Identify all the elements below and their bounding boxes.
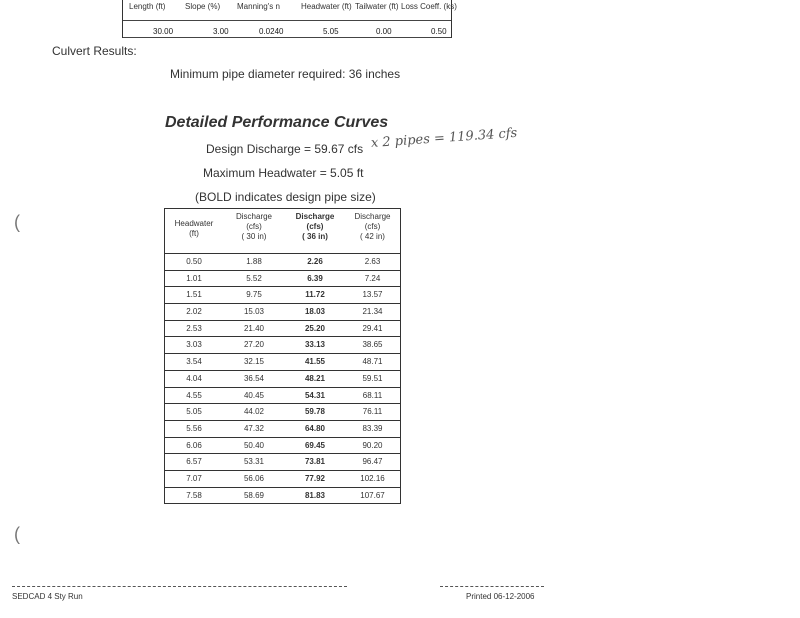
footer-software: SEDCAD 4 Sty Run <box>12 592 83 601</box>
max-headwater: Maximum Headwater = 5.05 ft <box>203 166 364 180</box>
cell-discharge-30in: 56.06 <box>243 473 265 483</box>
value-headwater: 5.05 <box>323 27 339 36</box>
cell-discharge-30in: 15.03 <box>243 307 265 317</box>
table-bottom-rule <box>123 37 451 38</box>
table-row <box>165 371 400 388</box>
header-tailwater: Tailwater (ft) <box>355 2 399 11</box>
cell-discharge-42in: 13.57 <box>362 290 383 300</box>
cell-discharge-36in: 73.81 <box>304 457 326 467</box>
cell-discharge-42in: 59.51 <box>362 373 383 383</box>
header-slope: Slope (%) <box>185 2 221 11</box>
value-loss-coeff: 0.50 <box>431 27 447 36</box>
cell-discharge-42in: 7.24 <box>364 273 381 283</box>
header-headwater: Headwater (ft) <box>301 2 352 11</box>
header-36in-line1: Discharge <box>295 212 335 221</box>
cell-discharge-42in: 96.47 <box>362 457 383 467</box>
input-parameters-header <box>123 0 457 18</box>
cell-headwater: 5.56 <box>186 423 202 433</box>
cell-discharge-30in: 5.52 <box>246 273 262 283</box>
cell-headwater: 7.58 <box>186 490 202 500</box>
cell-discharge-30in: 21.40 <box>243 323 265 333</box>
cell-headwater: 5.05 <box>186 407 202 417</box>
header-headwater-col <box>165 219 223 239</box>
performance-table-header <box>165 208 400 254</box>
cell-headwater: 1.01 <box>186 273 202 283</box>
table-row <box>165 421 400 438</box>
cell-discharge-30in: 36.54 <box>243 373 265 383</box>
cell-headwater: 1.51 <box>186 290 202 300</box>
header-headwater-line1: Headwater <box>174 219 214 228</box>
cell-discharge-30in: 1.88 <box>246 257 262 266</box>
header-length: Length (ft) <box>129 2 166 11</box>
cell-discharge-36in: 59.78 <box>304 407 326 417</box>
header-30in-line1: Discharge <box>235 212 272 221</box>
cell-discharge-42in: 2.63 <box>364 257 381 266</box>
cell-discharge-42in: 107.67 <box>360 490 385 500</box>
cell-discharge-36in: 48.21 <box>304 373 326 383</box>
table-row <box>165 271 400 288</box>
punch-hole-mark: ( <box>14 212 20 232</box>
header-rule <box>123 20 451 21</box>
cell-discharge-36in: 81.83 <box>304 490 326 500</box>
cell-discharge-30in: 53.31 <box>243 457 265 467</box>
cell-discharge-42in: 48.71 <box>362 357 383 367</box>
input-parameters-table <box>122 0 457 38</box>
cell-discharge-42in: 68.11 <box>362 390 383 400</box>
footer-rule-left <box>12 586 347 587</box>
culvert-results-label: Culvert Results: <box>52 44 137 58</box>
cell-discharge-30in: 9.75 <box>246 290 262 300</box>
table-row <box>165 438 400 455</box>
header-42in-col <box>345 212 400 242</box>
cell-discharge-30in: 50.40 <box>243 440 265 450</box>
table-row <box>165 304 400 321</box>
min-pipe-diameter: Minimum pipe diameter required: 36 inches <box>170 67 401 81</box>
table-row <box>165 488 400 505</box>
header-42in-line3: ( 42 in) <box>360 232 385 241</box>
cell-discharge-36in: 77.92 <box>304 473 326 483</box>
bold-note: (BOLD indicates design pipe size) <box>195 190 376 204</box>
table-row <box>165 471 400 488</box>
header-30in-line2: (cfs) <box>246 222 262 231</box>
cell-discharge-30in: 58.69 <box>243 490 265 500</box>
cell-discharge-36in: 6.39 <box>307 273 323 283</box>
cell-headwater: 3.03 <box>186 340 202 350</box>
value-length: 30.00 <box>153 27 174 36</box>
header-42in-line1: Discharge <box>354 212 391 221</box>
header-loss-coeff: Loss Coeff. (ks) <box>401 2 457 11</box>
value-tailwater: 0.00 <box>376 27 392 36</box>
cell-headwater: 4.55 <box>186 390 202 400</box>
footer-rule-right <box>440 586 544 587</box>
cell-headwater: 7.07 <box>186 473 202 483</box>
header-36in-line3: ( 36 in) <box>302 232 328 241</box>
cell-headwater: 0.50 <box>186 257 202 266</box>
cell-headwater: 2.02 <box>186 307 202 317</box>
cell-headwater: 6.57 <box>186 457 202 467</box>
footer-printed-date: Printed 06-12-2006 <box>466 592 535 601</box>
cell-discharge-30in: 47.32 <box>243 423 265 433</box>
cell-discharge-36in: 54.31 <box>304 390 326 400</box>
handwritten-note: x 2 pipes = 119.34 cfs <box>370 125 518 151</box>
cell-discharge-36in: 41.55 <box>304 357 326 367</box>
cell-discharge-36in: 33.13 <box>304 340 326 350</box>
cell-discharge-42in: 83.39 <box>362 423 383 433</box>
performance-table-body <box>165 254 400 504</box>
header-30in-col <box>223 212 285 242</box>
cell-discharge-36in: 25.20 <box>304 323 326 333</box>
header-mannings-n: Manning's n <box>237 2 280 11</box>
header-headwater-line2: (ft) <box>189 229 199 238</box>
cell-discharge-42in: 29.41 <box>362 323 383 333</box>
cell-discharge-30in: 40.45 <box>243 390 265 400</box>
cell-discharge-36in: 2.26 <box>307 257 323 266</box>
value-mannings-n: 0.0240 <box>259 27 284 36</box>
cell-discharge-30in: 44.02 <box>243 407 265 417</box>
cell-headwater: 6.06 <box>186 440 202 450</box>
header-36in-col <box>285 212 345 242</box>
header-36in-line2: (cfs) <box>306 222 324 231</box>
cell-discharge-42in: 76.11 <box>362 407 383 417</box>
cell-discharge-30in: 32.15 <box>243 357 265 367</box>
cell-headwater: 2.53 <box>186 323 202 333</box>
table-row <box>165 287 400 304</box>
header-30in-line3: ( 30 in) <box>241 232 267 241</box>
value-slope: 3.00 <box>213 27 229 36</box>
section-title: Detailed Performance Curves <box>165 114 389 131</box>
cell-discharge-42in: 102.16 <box>360 473 385 483</box>
table-row <box>165 337 400 354</box>
cell-discharge-36in: 11.72 <box>305 290 325 300</box>
cell-discharge-42in: 90.20 <box>362 440 383 450</box>
table-row <box>165 254 400 271</box>
table-row <box>165 388 400 405</box>
cell-discharge-36in: 18.03 <box>304 307 326 317</box>
table-row <box>165 354 400 371</box>
cell-headwater: 3.54 <box>186 357 202 367</box>
cell-discharge-30in: 27.20 <box>243 340 265 350</box>
cell-discharge-36in: 64.80 <box>304 423 326 433</box>
cell-headwater: 4.04 <box>186 373 202 383</box>
design-discharge: Design Discharge = 59.67 cfs <box>206 142 364 156</box>
cell-discharge-42in: 38.65 <box>362 340 383 350</box>
table-row <box>165 321 400 338</box>
cell-discharge-42in: 21.34 <box>362 307 383 317</box>
table-row <box>165 404 400 421</box>
punch-hole-mark: ( <box>14 524 20 544</box>
header-42in-line2: (cfs) <box>364 222 381 231</box>
table-row <box>165 454 400 471</box>
performance-table <box>164 208 401 504</box>
cell-discharge-36in: 69.45 <box>304 440 326 450</box>
